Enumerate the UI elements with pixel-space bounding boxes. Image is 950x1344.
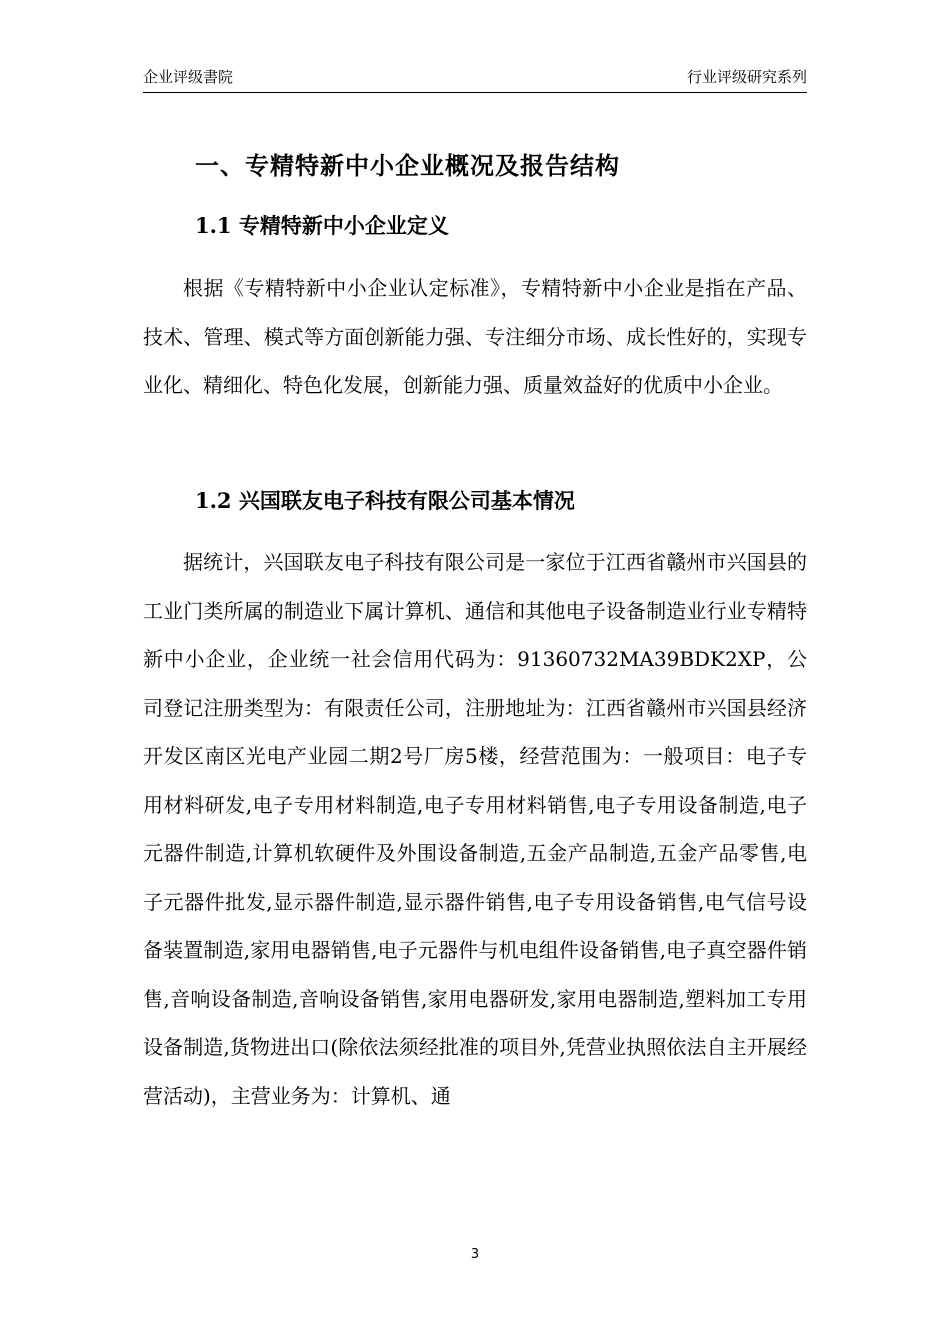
page-number: 3 <box>470 1247 480 1262</box>
section-title: 一、专精特新中小企业概况及报告结构 <box>195 152 620 180</box>
subsection-1-body: 根据《专精特新中小企业认定标准》，专精特新中小企业是指在产品、技术、管理、模式等方面创新能力强、专注细分市场、成长性好的，实现专业化、精细化、特色化发展，创新能力强、质量效益好的优质中小企业。 <box>143 276 807 397</box>
header-divider <box>143 92 807 93</box>
header-right-title: 行业评级研究系列 <box>686 68 807 86</box>
subsection-2-title: 1.2 兴国联友电子科技有限公司基本情况 <box>195 488 575 513</box>
header-left-title: 企业评级書院 <box>143 68 234 86</box>
subsection-2-body: 据统计，兴国联友电子科技有限公司是一家位于江西省赣州市兴国县的工业门类所属的制造业下属计算机、通信和其他电子设备制造业行业专精特新中小企业，企业统一社会信用代码为：91360732MA39BDK2XP，公司登记注册类型为：有限责任公司，注册地址为：江西省赣州市兴国县经济开发区南区光电产业园二期2号厂房5楼，经营范围为：一般项目：电子专用材料研发,电子专用材料制造,电子专用材料销售,电子专用设备制造,电子元器件制造,计算机软硬件及外围设备制造,五金产品制造,五金产品零售,电子元器件批发,显示器件制造,显示器件销售,电子专用设备销售,电气信号设备装置制造,家用电器销售,电子元器件与机电组件设备销售,电子真空器件销售,音响设备制造,音响设备销售,家用电器研发,家用电器制造,塑料加工专用设备制造,货物进出口(除依法须经批准的项目外,凭营业执照依法自主开展经营活动)，主营业务为：计算机、通 <box>143 550 807 1108</box>
subsection-1-title: 1.1 专精特新中小企业定义 <box>195 213 449 238</box>
